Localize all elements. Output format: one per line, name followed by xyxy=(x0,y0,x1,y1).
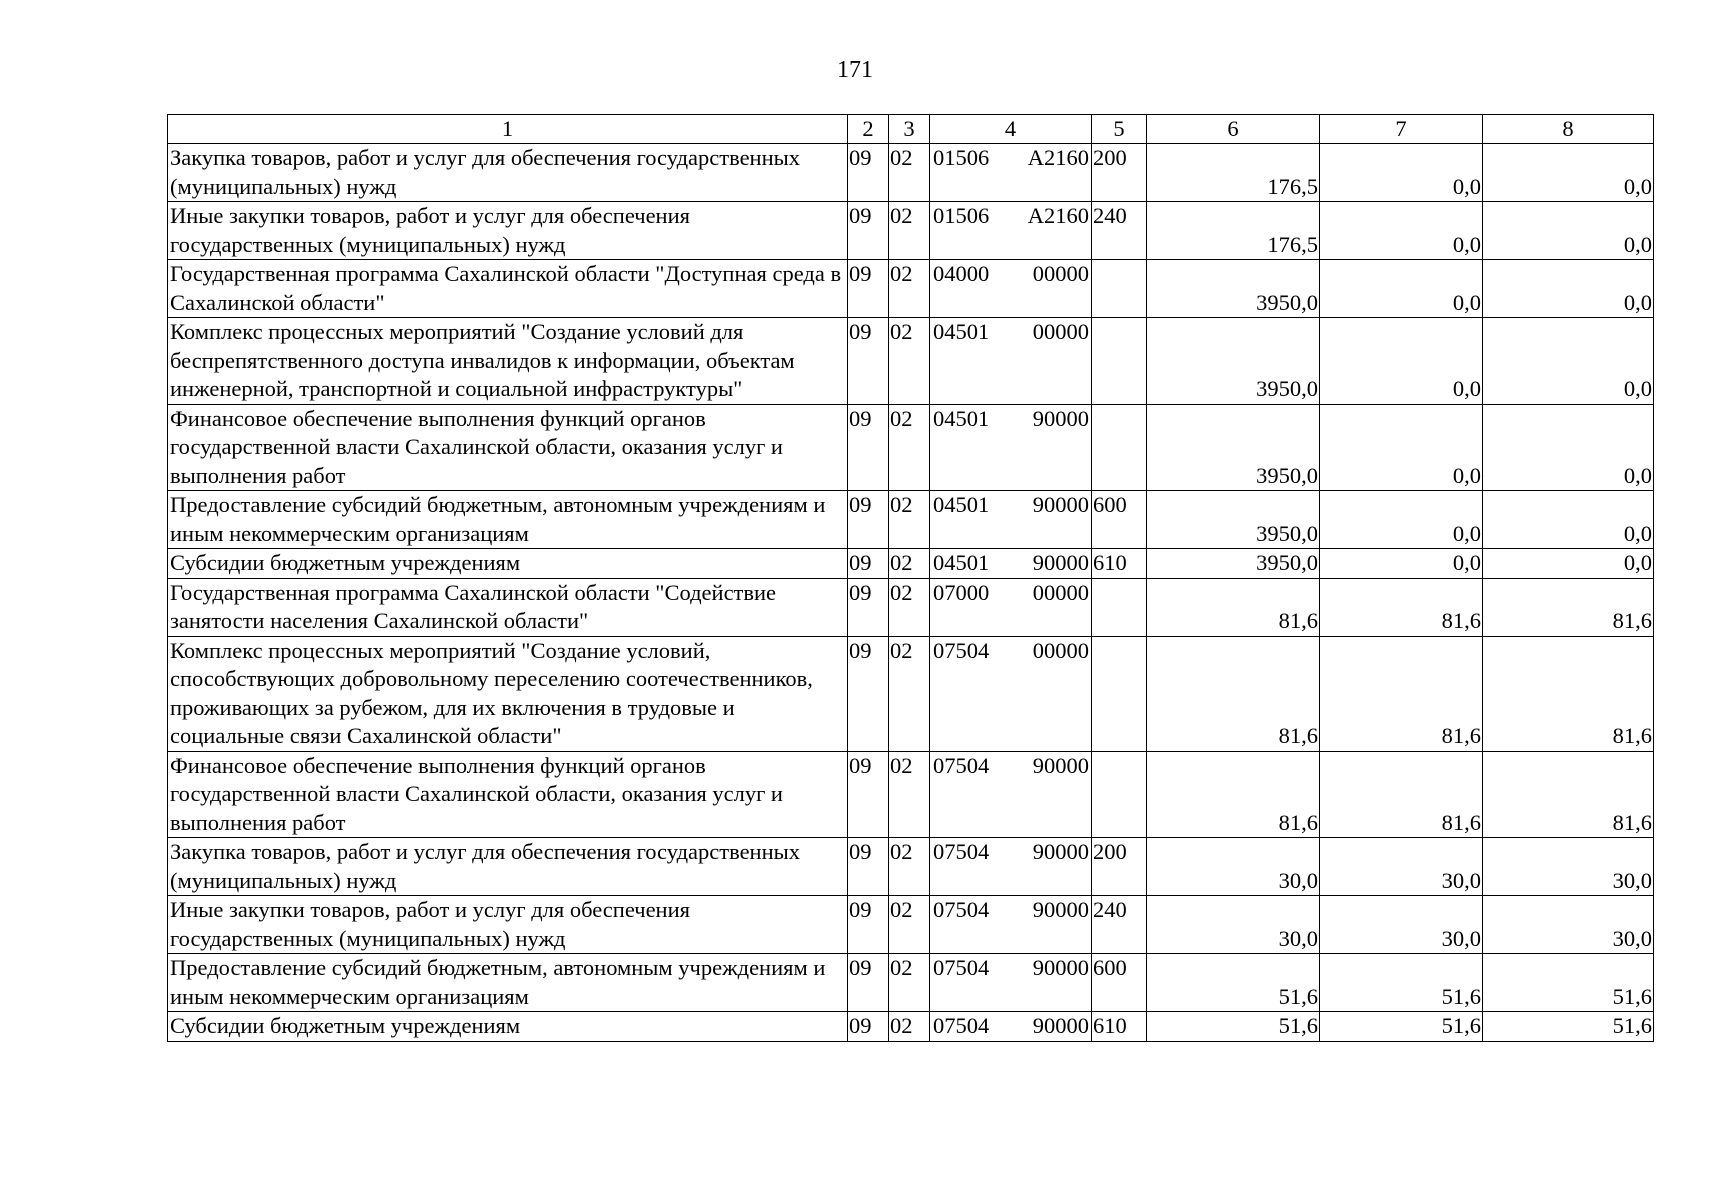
amount-col-6: 3950,0 xyxy=(1147,491,1320,549)
amount-col-7: 0,0 xyxy=(1320,202,1483,260)
direction-code: 90000 xyxy=(1032,897,1089,922)
target-article-code xyxy=(930,491,1092,549)
amount-col-7: 0,0 xyxy=(1320,144,1483,202)
section-code: 09 xyxy=(848,954,889,1012)
subsection-code: 02 xyxy=(889,1012,930,1042)
direction-code: 90000 xyxy=(1032,492,1089,517)
row-description: Иные закупки товаров, работ и услуг для обеспечения государственных (муниципальных) нужд xyxy=(168,202,848,260)
expense-type-code xyxy=(1092,260,1147,318)
amount-col-8: 30,0 xyxy=(1483,896,1654,954)
row-description: Субсидии бюджетным учреждениям xyxy=(168,549,848,579)
table-row xyxy=(168,578,1654,636)
amount-col-8: 0,0 xyxy=(1483,318,1654,405)
table-row xyxy=(168,144,1654,202)
section-code: 09 xyxy=(848,578,889,636)
column-header: 3 xyxy=(889,115,930,144)
amount-col-7: 51,6 xyxy=(1320,1012,1483,1042)
amount-col-8: 0,0 xyxy=(1483,491,1654,549)
amount-col-6: 176,5 xyxy=(1147,144,1320,202)
program-code: 07504 xyxy=(933,1013,990,1038)
table-row xyxy=(168,202,1654,260)
amount-col-6: 30,0 xyxy=(1147,838,1320,896)
target-article-code xyxy=(930,144,1092,202)
direction-code: 00000 xyxy=(1032,319,1089,344)
section-code: 09 xyxy=(848,491,889,549)
expense-type-code: 610 xyxy=(1092,549,1147,579)
program-code: 07504 xyxy=(933,752,990,778)
expense-type-code: 200 xyxy=(1092,144,1147,202)
column-header: 6 xyxy=(1147,115,1320,144)
amount-col-7: 81,6 xyxy=(1320,578,1483,636)
row-description: Государственная программа Сахалинской области "Содействие занятости населения Сахалинской области" xyxy=(168,578,848,636)
direction-code: 00000 xyxy=(1032,579,1089,605)
amount-col-8: 51,6 xyxy=(1483,1012,1654,1042)
amount-col-8: 0,0 xyxy=(1483,144,1654,202)
direction-code: 90000 xyxy=(1032,405,1089,431)
program-code: 04501 xyxy=(933,405,990,431)
program-code: 07504 xyxy=(933,955,990,980)
expense-type-code: 600 xyxy=(1092,491,1147,549)
table-row xyxy=(168,751,1654,838)
subsection-code: 02 xyxy=(889,636,930,751)
expense-type-code: 240 xyxy=(1092,202,1147,260)
target-article-code xyxy=(930,578,1092,636)
subsection-code: 02 xyxy=(889,144,930,202)
amount-col-8: 51,6 xyxy=(1483,954,1654,1012)
budget-table xyxy=(167,114,1654,1042)
amount-col-7: 30,0 xyxy=(1320,838,1483,896)
column-header: 5 xyxy=(1092,115,1147,144)
section-code: 09 xyxy=(848,1012,889,1042)
row-description: Предоставление субсидий бюджетным, автономным учреждениям и иным некоммерческим организациям xyxy=(168,954,848,1012)
amount-col-7: 0,0 xyxy=(1320,404,1483,491)
target-article-code xyxy=(930,636,1092,751)
target-article-code xyxy=(930,751,1092,838)
header-row xyxy=(168,115,1654,144)
amount-col-8: 30,0 xyxy=(1483,838,1654,896)
target-article-code xyxy=(930,404,1092,491)
amount-col-7: 0,0 xyxy=(1320,549,1483,579)
amount-col-6: 81,6 xyxy=(1147,636,1320,751)
subsection-code: 02 xyxy=(889,954,930,1012)
column-header: 8 xyxy=(1483,115,1654,144)
subsection-code: 02 xyxy=(889,578,930,636)
table-row xyxy=(168,838,1654,896)
direction-code: 90000 xyxy=(1032,1013,1089,1038)
direction-code: 90000 xyxy=(1032,550,1089,575)
direction-code: 00000 xyxy=(1032,261,1089,286)
row-description: Иные закупки товаров, работ и услуг для обеспечения государственных (муниципальных) нужд xyxy=(168,896,848,954)
page-number: 171 xyxy=(837,57,873,83)
subsection-code: 02 xyxy=(889,491,930,549)
direction-code: A2160 xyxy=(1027,145,1089,170)
row-description: Комплекс процессных мероприятий "Создание условий для беспрепятственного доступа инвалидов к информации, объектам инженерной, транспортной и социальной инфраструктуры" xyxy=(168,318,848,405)
table-row xyxy=(168,491,1654,549)
subsection-code: 02 xyxy=(889,838,930,896)
amount-col-6: 51,6 xyxy=(1147,1012,1320,1042)
amount-col-6: 81,6 xyxy=(1147,751,1320,838)
subsection-code: 02 xyxy=(889,318,930,405)
row-description: Финансовое обеспечение выполнения функций органов государственной власти Сахалинской области, оказания услуг и выполнения работ xyxy=(168,404,848,491)
target-article-code xyxy=(930,549,1092,579)
section-code: 09 xyxy=(848,144,889,202)
amount-col-6: 176,5 xyxy=(1147,202,1320,260)
section-code: 09 xyxy=(848,318,889,405)
row-description: Закупка товаров, работ и услуг для обеспечения государственных (муниципальных) нужд xyxy=(168,838,848,896)
column-header: 1 xyxy=(168,115,848,144)
section-code: 09 xyxy=(848,838,889,896)
amount-col-8: 0,0 xyxy=(1483,549,1654,579)
column-header: 2 xyxy=(848,115,889,144)
direction-code: 90000 xyxy=(1032,839,1089,864)
amount-col-7: 81,6 xyxy=(1320,636,1483,751)
subsection-code: 02 xyxy=(889,549,930,579)
section-code: 09 xyxy=(848,260,889,318)
subsection-code: 02 xyxy=(889,751,930,838)
amount-col-8: 81,6 xyxy=(1483,751,1654,838)
subsection-code: 02 xyxy=(889,260,930,318)
table-row xyxy=(168,404,1654,491)
program-code: 07504 xyxy=(933,897,990,922)
table-row xyxy=(168,318,1654,405)
amount-col-7: 51,6 xyxy=(1320,954,1483,1012)
amount-col-6: 30,0 xyxy=(1147,896,1320,954)
target-article-code xyxy=(930,318,1092,405)
subsection-code: 02 xyxy=(889,202,930,260)
program-code: 07504 xyxy=(933,637,990,663)
section-code: 09 xyxy=(848,549,889,579)
target-article-code xyxy=(930,838,1092,896)
direction-code: 00000 xyxy=(1032,637,1089,663)
program-code: 01506 xyxy=(933,203,990,228)
amount-col-8: 0,0 xyxy=(1483,404,1654,491)
section-code: 09 xyxy=(848,404,889,491)
program-code: 07504 xyxy=(933,839,990,864)
section-code: 09 xyxy=(848,751,889,838)
expense-type-code xyxy=(1092,751,1147,838)
amount-col-6: 51,6 xyxy=(1147,954,1320,1012)
subsection-code: 02 xyxy=(889,404,930,491)
row-description: Комплекс процессных мероприятий "Создание условий, способствующих добровольному переселению соотечественников, проживающих за рубежом, для их включения в трудовые и социальные связи Сахалинской области" xyxy=(168,636,848,751)
amount-col-7: 81,6 xyxy=(1320,751,1483,838)
target-article-code xyxy=(930,896,1092,954)
table-row xyxy=(168,260,1654,318)
row-description: Субсидии бюджетным учреждениям xyxy=(168,1012,848,1042)
expense-type-code: 600 xyxy=(1092,954,1147,1012)
table-body xyxy=(168,144,1654,1042)
amount-col-8: 81,6 xyxy=(1483,636,1654,751)
row-description: Государственная программа Сахалинской области "Доступная среда в Сахалинской области" xyxy=(168,260,848,318)
amount-col-8: 0,0 xyxy=(1483,260,1654,318)
table-row xyxy=(168,954,1654,1012)
target-article-code xyxy=(930,260,1092,318)
amount-col-7: 0,0 xyxy=(1320,491,1483,549)
row-description: Финансовое обеспечение выполнения функций органов государственной власти Сахалинской области, оказания услуг и выполнения работ xyxy=(168,751,848,838)
section-code: 09 xyxy=(848,896,889,954)
section-code: 09 xyxy=(848,202,889,260)
amount-col-6: 3950,0 xyxy=(1147,404,1320,491)
program-code: 04501 xyxy=(933,492,990,517)
expense-type-code: 610 xyxy=(1092,1012,1147,1042)
amount-col-6: 81,6 xyxy=(1147,578,1320,636)
expense-type-code xyxy=(1092,318,1147,405)
amount-col-6: 3950,0 xyxy=(1147,260,1320,318)
row-description: Предоставление субсидий бюджетным, автономным учреждениям и иным некоммерческим организациям xyxy=(168,491,848,549)
amount-col-7: 0,0 xyxy=(1320,318,1483,405)
target-article-code xyxy=(930,202,1092,260)
column-header: 7 xyxy=(1320,115,1483,144)
target-article-code xyxy=(930,1012,1092,1042)
expense-type-code: 240 xyxy=(1092,896,1147,954)
section-code: 09 xyxy=(848,636,889,751)
program-code: 07000 xyxy=(933,579,990,605)
target-article-code xyxy=(930,954,1092,1012)
direction-code: 90000 xyxy=(1032,955,1089,980)
program-code: 04501 xyxy=(933,319,990,344)
program-code: 04501 xyxy=(933,550,990,575)
program-code: 04000 xyxy=(933,261,990,286)
table-row xyxy=(168,549,1654,579)
direction-code: A2160 xyxy=(1027,203,1089,228)
direction-code: 90000 xyxy=(1032,752,1089,778)
expense-type-code xyxy=(1092,636,1147,751)
amount-col-7: 30,0 xyxy=(1320,896,1483,954)
amount-col-7: 0,0 xyxy=(1320,260,1483,318)
amount-col-6: 3950,0 xyxy=(1147,318,1320,405)
table-row xyxy=(168,896,1654,954)
table-row xyxy=(168,636,1654,751)
expense-type-code: 200 xyxy=(1092,838,1147,896)
program-code: 01506 xyxy=(933,145,990,170)
amount-col-8: 0,0 xyxy=(1483,202,1654,260)
expense-type-code xyxy=(1092,404,1147,491)
row-description: Закупка товаров, работ и услуг для обеспечения государственных (муниципальных) нужд xyxy=(168,144,848,202)
amount-col-8: 81,6 xyxy=(1483,578,1654,636)
table-row xyxy=(168,1012,1654,1042)
amount-col-6: 3950,0 xyxy=(1147,549,1320,579)
subsection-code: 02 xyxy=(889,896,930,954)
expense-type-code xyxy=(1092,578,1147,636)
column-header: 4 xyxy=(930,115,1092,144)
